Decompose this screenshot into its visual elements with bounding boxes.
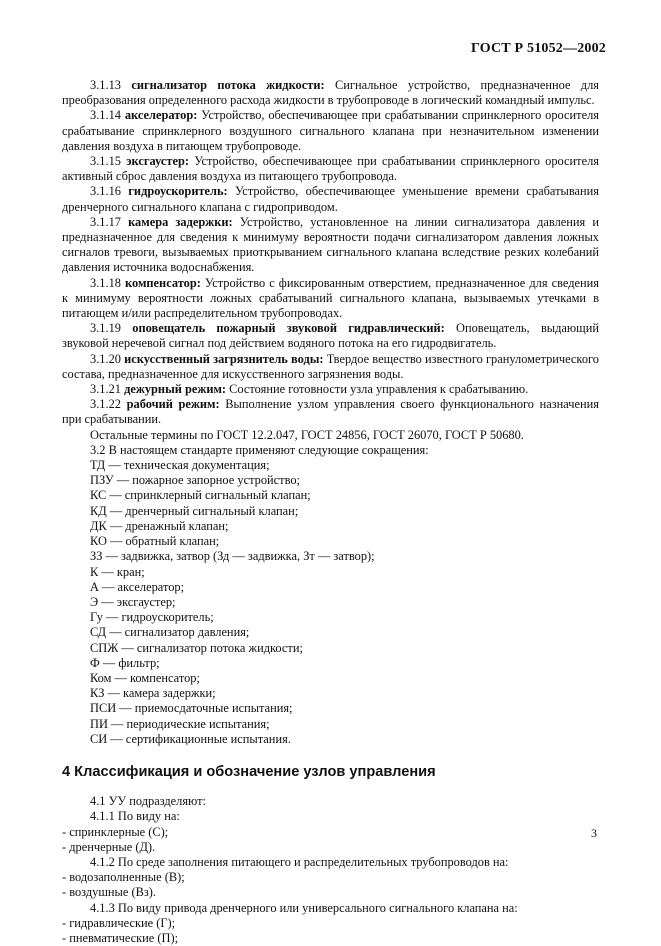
definition-term: дежурный режим: <box>124 382 227 397</box>
abbreviations-list <box>62 458 599 747</box>
abbreviation-item: ДК — дренажный клапан; <box>90 518 229 533</box>
abbreviation-item: К — кран; <box>90 564 145 579</box>
abbreviation-item: ПИ — периодические испытания; <box>90 716 270 731</box>
classification-clause: 4.1 УУ подразделяют: <box>90 794 207 809</box>
abbreviation-item: Гу — гидроускоритель; <box>90 610 214 625</box>
section-4-items <box>62 794 599 946</box>
page-number: 3 <box>591 826 597 840</box>
definition-number: 3.1.17 <box>90 214 121 229</box>
definition-term: искусственный загрязнитель воды: <box>124 351 324 366</box>
classification-clause: 4.1.1 По виду на: <box>90 809 180 824</box>
definition-text: Устройство, обеспечивающее уменьшение времени срабатывания дренчерного сигнального клапана с гидроприводом. <box>62 184 600 214</box>
definition-paragraph <box>62 184 599 214</box>
definition-number: 3.1.19 <box>90 321 121 336</box>
definition-paragraph <box>62 321 599 351</box>
definition-paragraph <box>62 352 599 382</box>
definition-term: сигнализатор потока жидкости: <box>131 78 325 92</box>
definition-text: Устройство с фиксированным отверстием, предназначенное для сведения к минимуму вероятности ложных срабатываний сигнального клапана, вызываемых утечками в питающем и/или распределительном трубопроводах. <box>62 275 599 321</box>
abbreviation-item: А — акселератор; <box>90 579 185 594</box>
abbreviation-item: КД — дренчерный сигнальный клапан; <box>90 503 299 518</box>
classification-option: - спринклерные (С); <box>62 824 169 839</box>
definition-text: Оповещатель, выдающий звуковой неречевой сигнал под действием водяного потока на его гидродвигатель. <box>62 321 599 351</box>
definition-number: 3.1.16 <box>90 184 121 199</box>
abbreviation-item: Ф — фильтр; <box>90 655 160 670</box>
definition-paragraph <box>62 276 599 322</box>
abbreviation-item: СД — сигнализатор давления; <box>90 625 250 640</box>
definition-number: 3.1.22 <box>90 397 121 412</box>
definition-number: 3.1.21 <box>90 382 121 397</box>
definitions-list <box>62 78 599 428</box>
definition-term: рабочий режим: <box>126 397 220 412</box>
definition-term: эксгаустер: <box>126 154 189 169</box>
abbreviation-item: Ком — компенсатор; <box>90 670 200 685</box>
classification-option: - пневматические (П); <box>62 930 179 945</box>
definition-text: Устройство, обеспечивающее при срабатывании спринклерного оросителя срабатывание спринклерного воздушного сигнального клапана при незначительном изменении давления воздуха в питающем трубопроводе. <box>62 108 599 153</box>
definition-term: оповещатель пожарный звуковой гидравлический: <box>132 321 445 336</box>
definition-text: Твердое вещество известного гранулометрического состава, предназначенное для искусственного загрязнения воды. <box>62 351 599 381</box>
definition-text: Выполнение узлом управления своего функционального назначения при срабатывании. <box>62 397 599 427</box>
section-4-title: 4 Классификация и обозначение узлов управления <box>62 763 436 780</box>
page-content <box>62 78 599 946</box>
definition-paragraph <box>62 78 599 108</box>
definition-term: камера задержки: <box>128 214 233 229</box>
abbreviation-item: СПЖ — сигнализатор потока жидкости; <box>90 640 303 655</box>
abbreviation-item: КО — обратный клапан; <box>90 534 220 549</box>
definition-term: акселератор: <box>124 108 198 123</box>
classification-clause: 4.1.2 По среде заполнения питающего и распределительных трубопроводов на: <box>90 854 509 869</box>
definition-text: Устройство, обеспечивающее при срабатывании спринклерного оросителя активный сброс давления воздуха из питающего трубопровода. <box>62 154 599 184</box>
abbreviations-intro: 3.2 В настоящем стандарте применяют следующие сокращения: <box>90 442 429 457</box>
definition-number: 3.1.13 <box>90 78 121 92</box>
classification-option: - воздушные (Вз). <box>62 885 156 900</box>
classification-option: - дренчерные (Д). <box>62 839 156 854</box>
definition-term: гидроускоритель: <box>128 184 228 199</box>
definition-paragraph <box>62 397 599 427</box>
abbreviation-item: СИ — сертификационные испытания. <box>90 731 291 746</box>
classification-clause: 4.1.3 По виду привода дренчерного или универсального сигнального клапана на: <box>90 900 518 915</box>
definition-number: 3.1.20 <box>90 351 121 366</box>
abbreviation-item: ЗЗ — задвижка, затвор (Зд — задвижка, Зт — затвор); <box>90 549 375 564</box>
abbreviation-item: ПСИ — приемосдаточные испытания; <box>90 701 293 716</box>
abbreviation-item: КЗ — камера задержки; <box>90 686 216 701</box>
definition-text: Устройство, установленное на линии сигнализатора давления и предназначенное для сведения к минимуму вероятности подачи сигнализатором давления ложных сигналов тревоги, вызываемых приоткрыванием сигнального клапана вследствие резких колебаний давления источника водоснабжения. <box>62 214 599 275</box>
definition-paragraph <box>62 154 599 184</box>
abbreviation-item: ТД — техническая документация; <box>90 458 270 473</box>
definition-term: компенсатор: <box>125 275 201 290</box>
definition-text: Состояние готовности узла управления к срабатыванию. <box>226 382 529 397</box>
definition-number: 3.1.18 <box>90 275 121 290</box>
page-header-doc-code: ГОСТ Р 51052—2002 <box>470 41 606 56</box>
definition-paragraph <box>62 215 599 276</box>
definition-paragraph <box>62 382 599 397</box>
other-terms-paragraph: Остальные термины по ГОСТ 12.2.047, ГОСТ 24856, ГОСТ 26070, ГОСТ Р 50680. <box>90 427 524 442</box>
classification-option: - гидравлические (Г); <box>62 915 176 930</box>
abbreviation-item: КС — спринклерный сигнальный клапан; <box>90 488 311 503</box>
definition-number: 3.1.14 <box>90 108 121 123</box>
definition-text: Сигнальное устройство, предназначенное для преобразования определенного расхода жидкости в трубопроводе в логический командный импульс. <box>62 78 599 108</box>
abbreviation-item: ПЗУ — пожарное запорное устройство; <box>90 473 300 488</box>
definition-number: 3.1.15 <box>90 154 121 169</box>
definition-paragraph <box>62 108 599 154</box>
classification-option: - водозаполненные (В); <box>62 870 185 885</box>
abbreviation-item: Э — эксгаустер; <box>90 594 176 609</box>
